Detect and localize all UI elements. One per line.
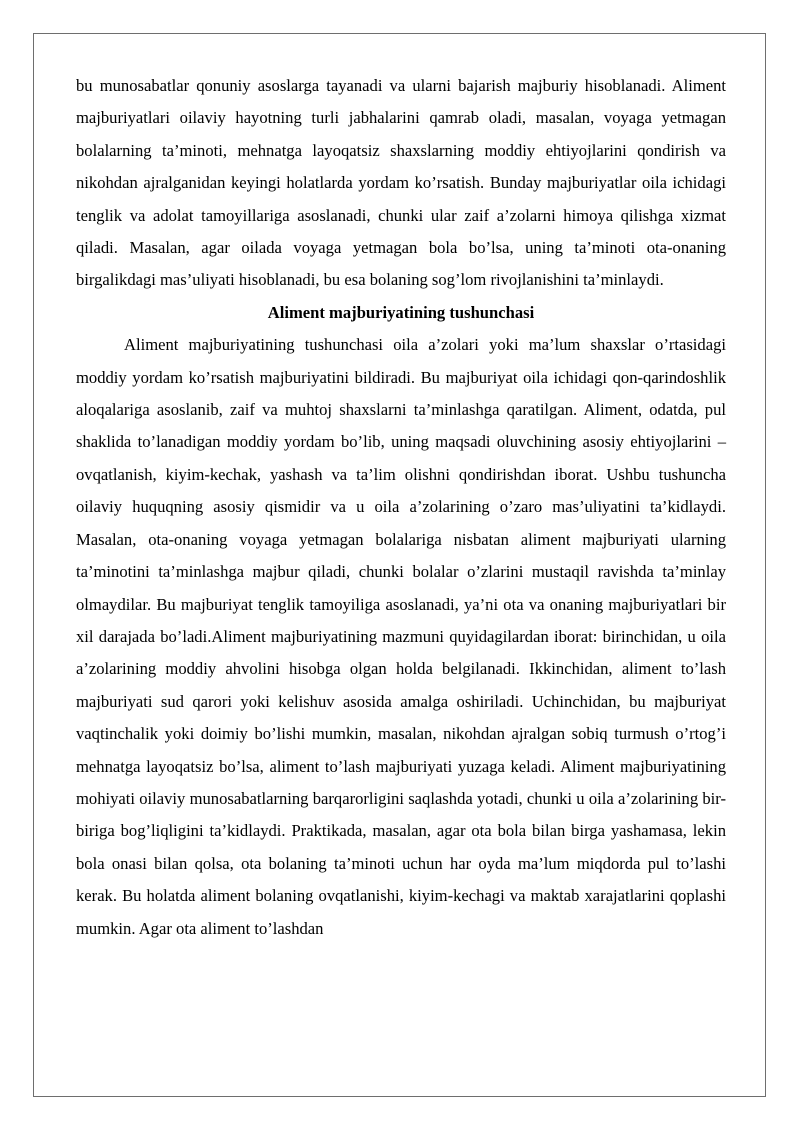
document-body bbox=[76, 70, 726, 945]
paragraph-2: Aliment majburiyatining tushunchasi oila a’zolari yoki ma’lum shaxslar o’rtasidagi moddiy yordam ko’rsatish majburiyatini bildiradi. Bu majburiyat oila ichidagi qon-qarindoshlik aloqalariga asoslanib, zaif va muhtoj shaxslarni ta’minlashga qaratilgan. Aliment, odatda, pul shaklida to’lanadigan moddiy yordam bo’lib, uning maqsadi oluvchining asosiy ehtiyojlarini – ovqatlanish, kiyim-kechak, yashash va ta’lim olishni qondirishdan iborat. Ushbu tushuncha oilaviy huquqning asosiy qismidir va u oila a’zolarining o’zaro mas’uliyatini ta’kidlaydi. Masalan, ota-onaning voyaga yetmagan bolalariga nisbatan aliment majburiyati ularning ta’minotini ta’minlashga majbur qiladi, chunki bolalar o’zlarini mustaqil ravishda ta’minlay olmaydilar. Bu majburiyat tenglik tamoyiliga asoslanadi, ya’ni ota va onaning majburiyatlari bir xil darajada bo’ladi.Aliment majburiyatining mazmuni quyidagilardan iborat: birinchidan, u oila a’zolarining moddiy ahvolini hisobga olgan holda belgilanadi. Ikkinchidan, aliment to’lash majburiyati sud qarori yoki kelishuv asosida amalga oshiriladi. Uchinchidan, bu majburiyat vaqtinchalik yoki doimiy bo’lishi mumkin, masalan, nikohdan ajralgan sobiq turmush o’rtog’i mehnatga layoqatsiz bo’lsa, aliment to’lash majburiyati yuzaga keladi. Aliment majburiyatining mohiyati oilaviy munosabatlarning barqarorligini saqlashda yotadi, chunki u oila a’zolarining bir-biriga bog’liqligini ta’kidlaydi. Praktikada, masalan, agar ota bola bilan birga yashamasa, lekin bola onasi bilan qolsa, ota bolaning ta’minoti uchun har oyda ma’lum miqdorda pul to’lashi kerak. Bu holatda aliment bolaning ovqatlanishi, kiyim-kechagi va maktab xarajatlarini qoplashi mumkin. Agar ota aliment to’lashdan bbox=[76, 335, 726, 938]
section-heading: Aliment majburiyatining tushunchasi bbox=[267, 302, 535, 322]
paragraph-1: bu munosabatlar qonuniy asoslarga tayanadi va ularni bajarish majburiy hisoblanadi. Aliment majburiyatlari oilaviy hayotning turli jabhalarini qamrab oladi, masalan, voyaga yetmagan bolalarning ta’minoti, mehnatga layoqatsiz shaxslarning moddiy ehtiyojlarini qondirish va nikohdan ajralganidan keyingi holatlarda yordam ko’rsatish. Bunday majburiyatlar oila ichidagi tenglik va adolat tamoyillariga asoslanadi, chunki ular zaif a’zolarni himoya qilishga xizmat qiladi. Masalan, agar oilada voyaga yetmagan bola bo’lsa, uning ta’minoti ota-onaning birgalikdagi mas’uliyati hisoblanadi, bu esa bolaning sog’lom rivojlanishini ta’minlaydi. bbox=[76, 76, 726, 290]
